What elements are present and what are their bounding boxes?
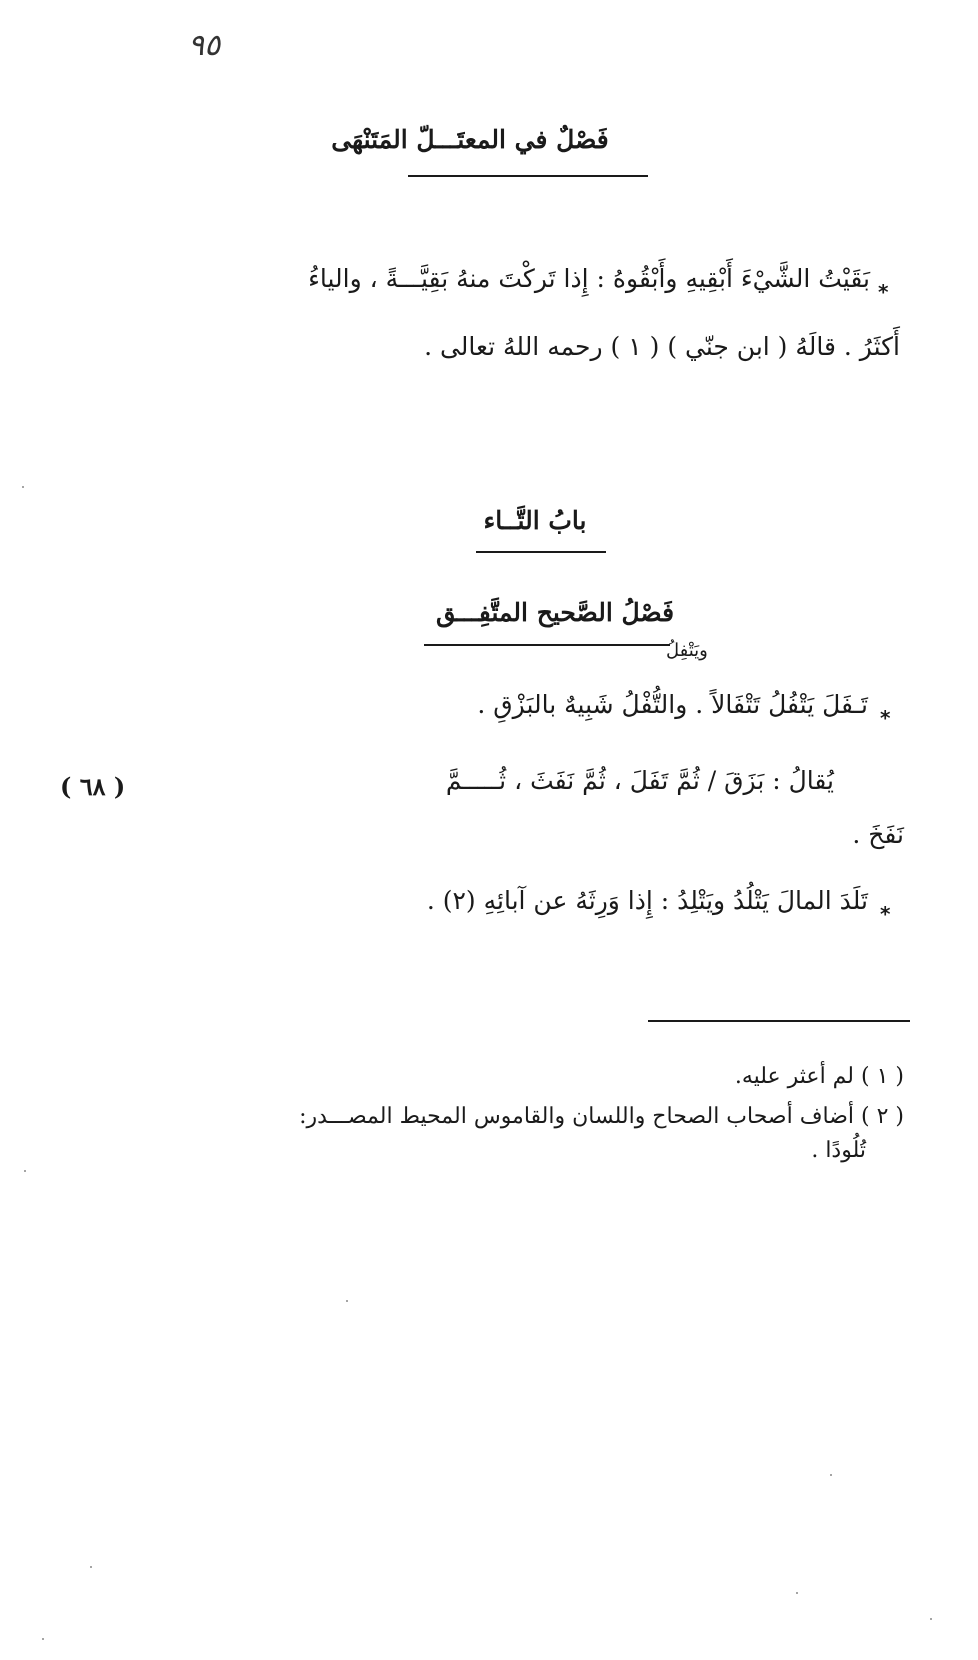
- heading-underline-2: [424, 644, 670, 646]
- chapter-heading: بابُ التَّــاء: [483, 506, 587, 535]
- scan-speck: [830, 1474, 832, 1476]
- entry-text-line: بَقَيْتُ الشَّيْءَ أَبْقِيهِ وأَبْقُوهُ : إِذا تَركْتَ منهُ بَقِيَّـــةً ، والياءُ: [308, 264, 870, 293]
- section-heading-2: فَصْلُ الصَّحيح المتَّفِـــق: [435, 598, 675, 627]
- entry-marker: *: [880, 902, 891, 926]
- scan-speck: [24, 1170, 26, 1172]
- footnote-number: ( ٢ ): [861, 1104, 904, 1129]
- section-heading-1: فَصْلٌ في المعتَـــلّ المَتَنْهَى: [331, 125, 609, 154]
- chapter-underline: [476, 551, 606, 553]
- scan-speck: [22, 486, 24, 488]
- page-number: ٩٥: [188, 28, 221, 63]
- entry-marker: *: [878, 280, 889, 304]
- manuscript-folio-ref: ( ٦٨ ): [60, 772, 126, 801]
- interlinear-correction: ويَتْفِلُ: [666, 640, 708, 661]
- heading-underline-1: [408, 175, 648, 177]
- footnote-2-continuation: تُلُودًا .: [811, 1138, 866, 1163]
- entry-text-line: يُقالُ : بَزَقَ / ثُمَّ تَفَلَ ، ثُمَّ نَفَثَ ، ثُـــــمَّ: [445, 766, 834, 795]
- scan-speck: [796, 1592, 798, 1594]
- entry-marker: *: [880, 706, 891, 730]
- scan-speck: [42, 1638, 44, 1640]
- entry-text-line: تَلَدَ المالَ يَتْلُدُ ويَتْلِدُ : إِذا وَرِثَهُ عن آبائِهِ (٢) .: [426, 886, 868, 915]
- entry-text-line: نَفَخَ .: [852, 820, 904, 849]
- entry-text-line: تَـفَلَ يَتْفُلُ تَتْفَالاً . والتُّفْلُ شَبِيهٌ بالبَزْقِ .: [477, 690, 868, 719]
- entry-text-line: أَكثَرُ . قالَهُ ( ابن جنّي ) ( ١ ) رحمه اللهُ تعالى .: [424, 332, 900, 361]
- scan-speck: [346, 1300, 348, 1302]
- footnote-text: لم أعثر عليه.: [734, 1064, 855, 1089]
- footnote-2: [104, 1104, 904, 1129]
- footnote-separator: [648, 1020, 910, 1022]
- footnote-number: ( ١ ): [861, 1064, 904, 1089]
- scan-speck: [930, 1618, 932, 1620]
- footnote-text: أضاف أصحاب الصحاح واللسان والقاموس المحيط المصـــدر:: [299, 1104, 855, 1129]
- footnote-1: [104, 1064, 904, 1089]
- scan-speck: [90, 1566, 92, 1568]
